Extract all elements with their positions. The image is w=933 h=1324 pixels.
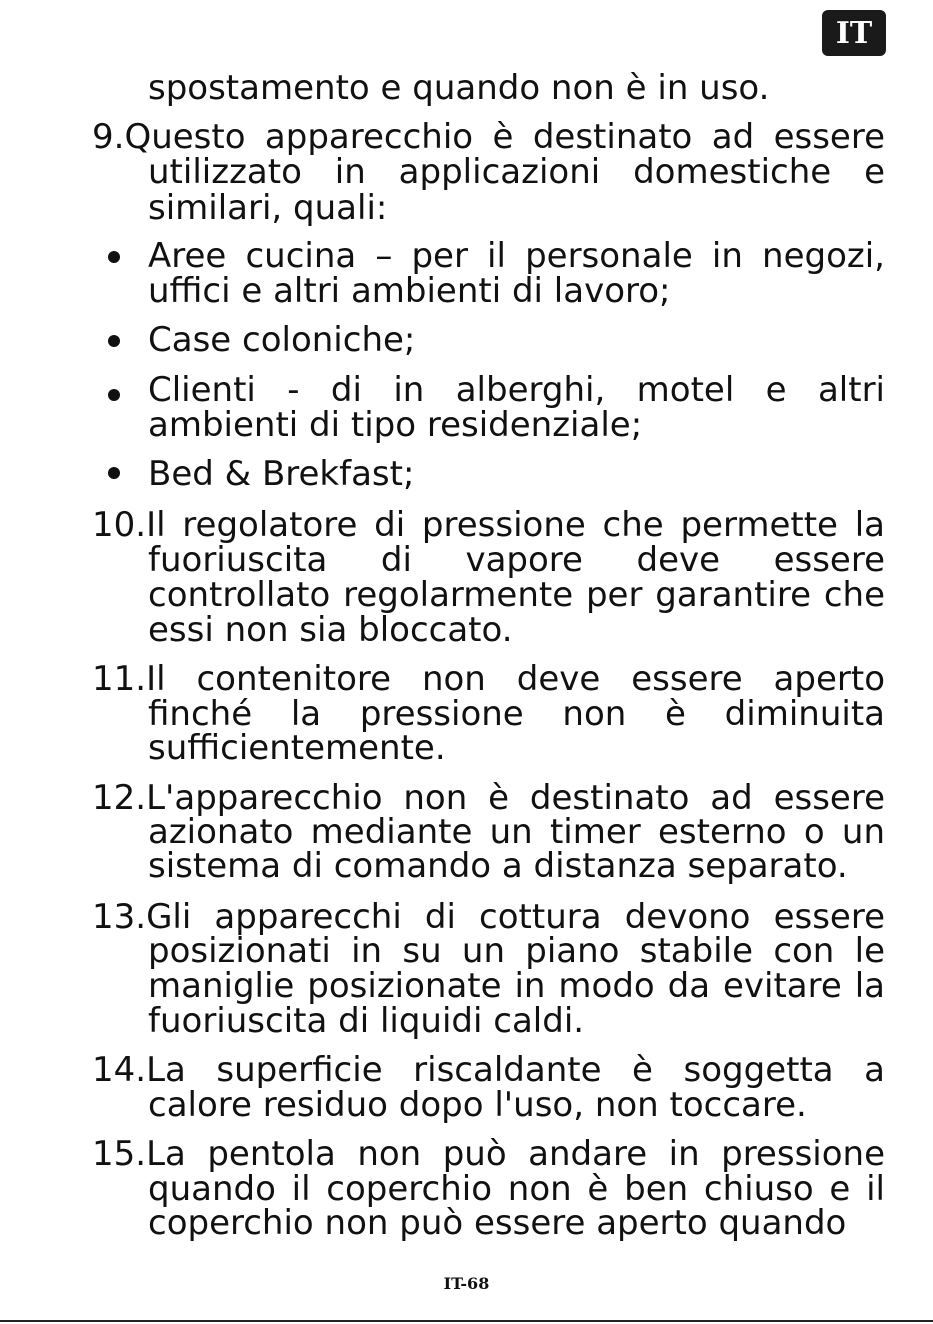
text-line: ambienti di tipo residenziale; [148, 405, 643, 445]
text-line: controllato regolarmente per garantire che [148, 575, 885, 615]
bullet-item-line: Clienti - di in alberghi, motel e altri [148, 370, 885, 410]
bullet-item-line: Bed & Brekfast; [148, 454, 415, 494]
bullet-icon [108, 335, 120, 347]
list-item-13-line: 13.Gli apparecchi di cottura devono essere [92, 897, 885, 937]
list-item-9-line: 9.Questo apparecchio è destinato ad essere [92, 117, 885, 157]
bullet-icon [108, 467, 120, 479]
list-item-11-line: 11.Il contenitore non deve essere aperto [92, 659, 885, 699]
bullet-icon [108, 251, 120, 263]
text-line: azionato mediante un timer esterno o un [148, 812, 885, 852]
text-line: fuoriuscita di vapore deve essere [148, 540, 885, 580]
text-line: calore residuo dopo l'uso, non toccare. [148, 1085, 807, 1125]
text-line: sistema di comando a distanza separato. [148, 846, 848, 886]
text-line: coperchio non può essere aperto quando [148, 1203, 847, 1243]
page-bottom-rule [0, 1320, 933, 1322]
text-line: maniglie posizionate in modo da evitare la [148, 966, 885, 1006]
text-line: sufficientemente. [148, 728, 446, 768]
list-item-12-line: 12.L'apparecchio non è destinato ad essere [92, 778, 885, 818]
text-line: similari, quali: [148, 188, 388, 228]
bullet-item-line: Aree cucina – per il personale in negozi, [148, 236, 885, 276]
bullet-item-line: Case coloniche; [148, 320, 416, 360]
text-line: fuoriuscita di liquidi caldi. [148, 1001, 585, 1041]
list-item-10-line: 10.Il regolatore di pressione che permette la [92, 505, 885, 545]
page-number: IT-68 [443, 1274, 490, 1293]
text-line: spostamento e quando non è in uso. [148, 68, 770, 108]
list-item-14-line: 14.La superficie riscaldante è soggetta a [92, 1050, 885, 1090]
text-line: uffici e altri ambienti di lavoro; [148, 271, 671, 311]
text-line: utilizzato in applicazioni domestiche e [148, 152, 885, 192]
text-line: quando il coperchio non è ben chiuso e il [148, 1169, 885, 1209]
text-line: essi non sia bloccato. [148, 610, 513, 650]
text-line: posizionati in su un piano stabile con le [148, 931, 885, 971]
list-item-15-line: 15.La pentola non può andare in pressione [92, 1134, 885, 1174]
text-line: finché la pressione non è diminuita [148, 694, 885, 734]
language-badge: IT [822, 10, 886, 56]
bullet-icon [108, 389, 120, 401]
